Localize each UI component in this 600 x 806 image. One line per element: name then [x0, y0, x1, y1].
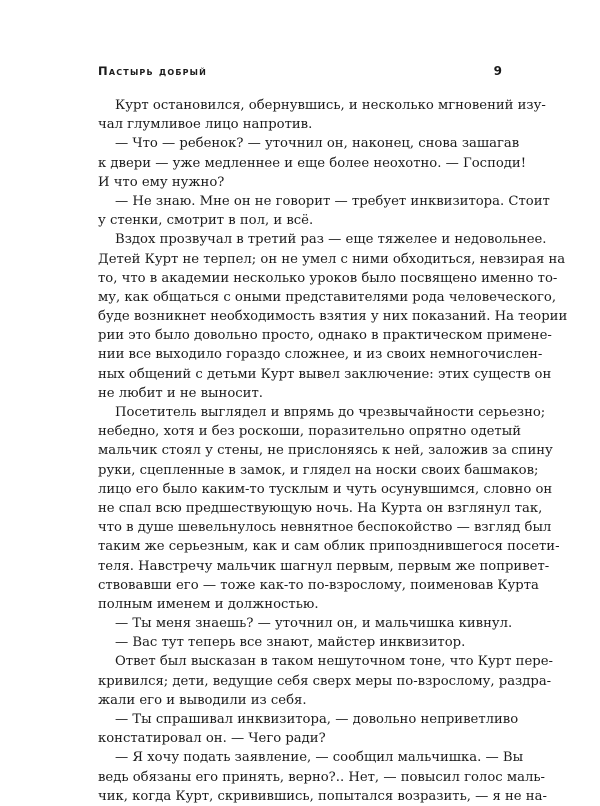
- text-line: Посетитель выглядел и впрямь до чрезвычайности серьезно;: [115, 405, 546, 420]
- text-line: — Ты меня знаешь? — уточнил он, и мальчишка кивнул.: [115, 616, 513, 632]
- text-line: — Не знаю. Мне он не говорит — требует инквизитора. Стоит: [115, 193, 550, 209]
- running-title: Пастырь добрый: [98, 64, 208, 78]
- text-line: не любит и не выносит.: [98, 385, 263, 401]
- text-line: — Я хочу подать заявление, — сообщил мальчишка. — Вы: [115, 750, 524, 766]
- text-line: у стенки, смотрит в пол, и всё.: [98, 213, 314, 229]
- page-header: [98, 64, 502, 82]
- text-line: кривился; дети, ведущие себя сверх меры по-взрослому, раздра-: [98, 673, 552, 689]
- text-line: лицо его было каким-то тусклым и чуть осунувшимся, словно он: [98, 481, 553, 497]
- text-line: полным именем и должностью.: [98, 596, 319, 612]
- text-line: констатировал он. — Чего ради?: [98, 731, 326, 747]
- text-line: рии это было довольно просто, однако в практическом примене-: [98, 328, 552, 344]
- text-line: Ответ был высказан в таком нешуточном тоне, что Курт пере-: [115, 654, 553, 670]
- text-line: му, как общаться с оными представителями рода человеческого,: [98, 289, 557, 305]
- text-line: — Ты спрашивал инквизитора, — довольно неприветливо: [115, 712, 519, 727]
- text-line: небедно, хотя и без роскоши, поразительно опрятно одетый: [98, 424, 521, 440]
- text-line: Вздох прозвучал в третий раз — еще тяжелее и недовольнее.: [115, 232, 547, 248]
- body-text: [98, 96, 568, 806]
- text-line: чал глумливое лицо напротив.: [98, 117, 313, 133]
- text-line: нии все выходило гораздо сложнее, и из своих немногочислен-: [98, 347, 543, 363]
- text-line: И что ему нужно?: [98, 174, 225, 190]
- text-line: мальчик стоял у стены, не прислоняясь к ней, заложив за спину: [98, 443, 553, 459]
- text-line: ствовавши его — тоже как-то по-взрослому, поименовав Курта: [98, 577, 539, 593]
- text-line: руки, сцепленные в замок, и глядел на носки своих башмаков;: [98, 462, 539, 478]
- text-line: Детей Курт не терпел; он не умел с ними обходиться, невзирая на: [98, 251, 566, 267]
- text-line: таким же серьезным, как и сам облик припозднившегося посети-: [98, 539, 560, 555]
- text-line: не спал всю предшествующую ночь. На Курта он взглянул так,: [98, 500, 543, 516]
- text-line: ведь обязаны его принять, верно?.. Нет, — повысил голос маль-: [98, 769, 545, 785]
- text-line: к двери — уже медленнее и еще более неохотно. — Господи!: [98, 155, 527, 171]
- text-line: Курт остановился, обернувшись, и несколько мгновений изу-: [115, 98, 546, 113]
- page-number: 9: [493, 64, 502, 78]
- text-line: то, что в академии несколько уроков было посвящено именно то-: [98, 270, 558, 286]
- text-line: — Вас тут теперь все знают, майстер инквизитор.: [115, 635, 466, 651]
- text-line: ных общений с детьми Курт вывел заключение: этих существ он: [98, 366, 552, 382]
- text-line: теля. Навстречу мальчик шагнул первым, первым же попривет-: [98, 558, 550, 574]
- text-line: буде возникнет необходимость взятия у них показаний. На теории: [98, 309, 568, 325]
- text-line: — Что — ребенок? — уточнил он, наконец, снова зашагав: [115, 136, 520, 152]
- text-line: что в душе шевельнулось невнятное беспокойство — взгляд был: [98, 520, 552, 536]
- text-line: чик, когда Курт, скривившись, попытался возразить, — я не на-: [98, 788, 547, 804]
- text-line: жали его и выводили из себя.: [98, 692, 307, 708]
